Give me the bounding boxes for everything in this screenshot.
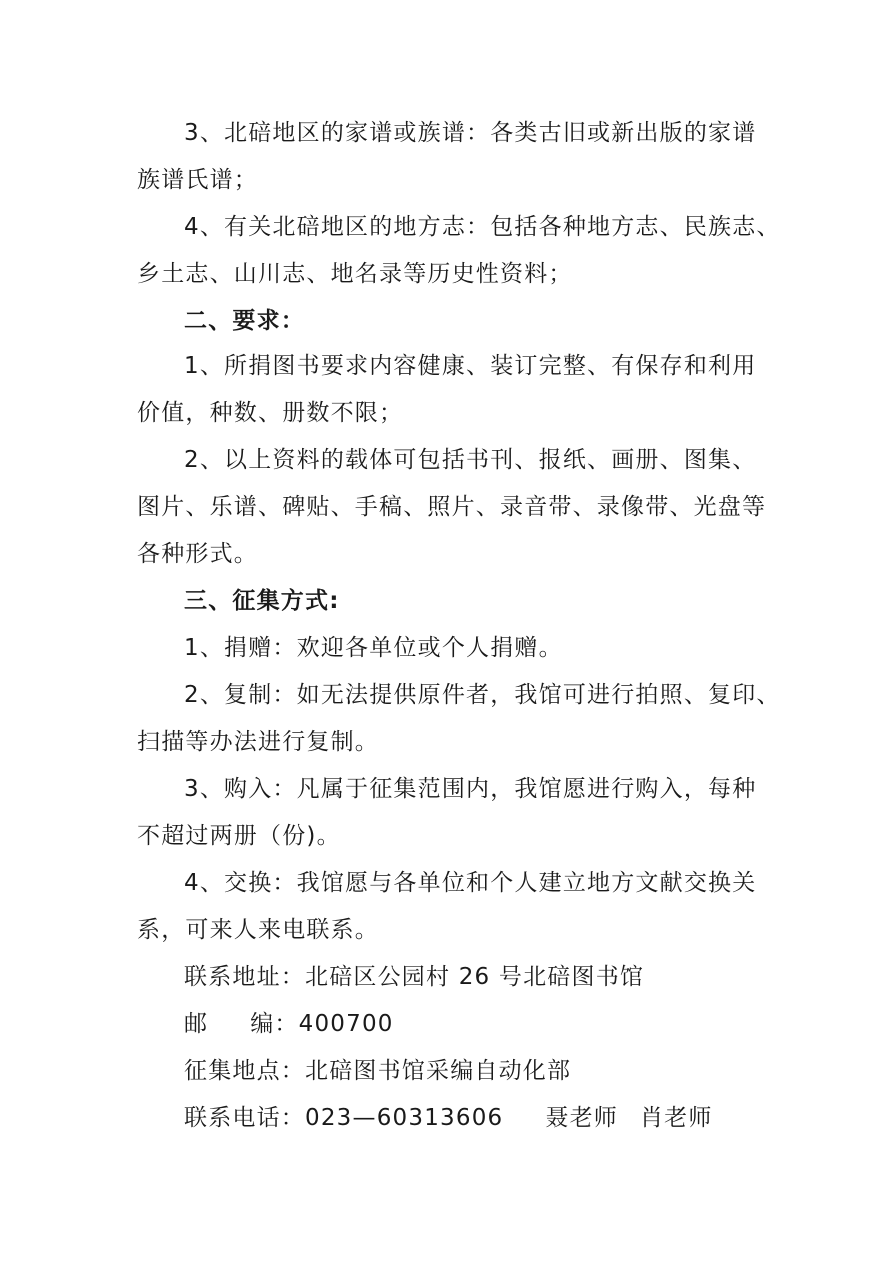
methods-item-3-line-2: 不超过两册（份)。: [137, 823, 341, 849]
contact-address-label: 联系地址：: [184, 964, 305, 990]
methods-item-4-line-2: 系，可来人来电联系。: [137, 917, 379, 943]
requirements-heading: 二、要求：: [184, 308, 305, 334]
requirements-item-1-line-1: 1、所捐图书要求内容健康、装订完整、有保存和利用: [184, 353, 757, 379]
requirements-item-2-line-3: 各种形式。: [137, 541, 258, 567]
contact-postcode-label-b: 编：: [250, 1011, 299, 1037]
contact-phone: [184, 1102, 764, 1134]
contact-location-value: 北碚图书馆采编自动化部: [305, 1058, 572, 1084]
contact-location-label: 征集地点：: [184, 1058, 305, 1084]
methods-item-2-line-1: 2、复制：如无法提供原件者，我馆可进行拍照、复印、: [184, 682, 781, 708]
scope-item-3-line-2: 族谱氏谱；: [137, 167, 258, 193]
requirements-item-2-line-2: 图片、乐谱、碑贴、手稿、照片、录音带、录像带、光盘等: [137, 494, 767, 520]
contact-postcode: [184, 1008, 764, 1040]
contact-person-1: 聂老师: [545, 1105, 618, 1131]
contact-location: [184, 1055, 764, 1087]
contact-phone-value: 023—60313606: [305, 1105, 504, 1131]
scope-item-3-line-1: 3、北碚地区的家谱或族谱：各类古旧或新出版的家谱: [184, 120, 757, 146]
contact-phone-label: 联系电话：: [184, 1105, 305, 1131]
contact-postcode-value: 400700: [298, 1011, 394, 1037]
methods-item-2-line-2: 扫描等办法进行复制。: [137, 729, 379, 755]
contact-person-2: 肖老师: [639, 1105, 713, 1131]
methods-heading: 三、征集方式:: [184, 588, 340, 614]
requirements-item-1-line-2: 价值，种数、册数不限；: [137, 400, 404, 426]
scope-item-4-line-1: 4、有关北碚地区的地方志：包括各种地方志、民族志、: [184, 214, 781, 240]
contact-address-value: 北碚区公园村 26 号北碚图书馆: [305, 964, 645, 990]
methods-item-3-line-1: 3、购入：凡属于征集范围内，我馆愿进行购入，每种: [184, 776, 757, 802]
requirements-item-2-line-1: 2、以上资料的载体可包括书刊、报纸、画册、图集、: [184, 447, 757, 473]
contact-address: [184, 961, 764, 993]
scope-item-4-line-2: 乡土志、山川志、地名录等历史性资料；: [137, 261, 573, 287]
methods-item-4-line-1: 4、交换：我馆愿与各单位和个人建立地方文献交换关: [184, 870, 757, 896]
contact-postcode-label-a: 邮: [184, 1011, 209, 1037]
methods-item-1: 1、捐赠：欢迎各单位或个人捐赠。: [184, 635, 563, 661]
